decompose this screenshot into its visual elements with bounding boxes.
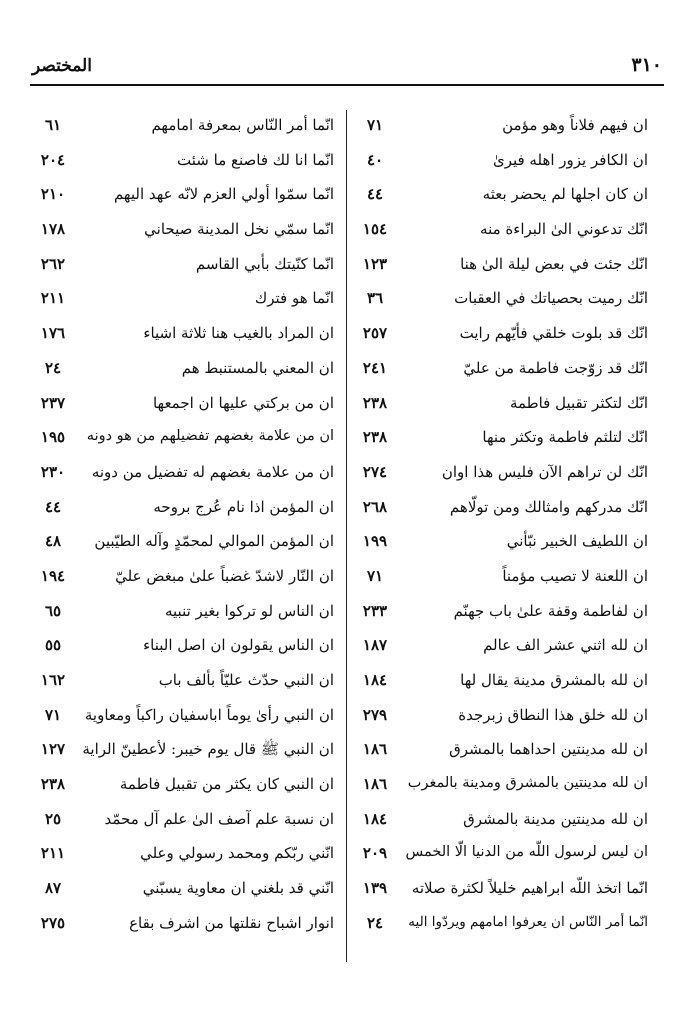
index-entry-text: ان النبي ﷺ قال يوم خيبر: لأعطينّ الراية [82,740,334,759]
index-entry [354,251,648,286]
index-entry-page-number: ١٩٩ [362,532,388,551]
index-entry-page-number: ٢٦٢ [40,254,66,273]
index-entry-page-number: ٦٥ [44,601,62,620]
index-entry-text: ان النّار لاشدّ غضباً علىٰ مبغض عليّ [115,566,334,585]
index-entry-text: ان الناس لو تركوا بغير تنبيه [164,601,334,620]
index-entry-text: ان كان اجلها لم يحضر بعثه [482,185,648,204]
index-entry [354,840,648,875]
index-entry-page-number: ٧١ [366,116,384,134]
index-entry-page-number: ١٧٨ [40,220,66,239]
index-entry-text: ان الناس يقولون ان اصل البناء [143,636,334,655]
index-entry [30,702,334,737]
index-entry-text: ان النبي رأىٰ يوماً اباسفيان راكباً ومعاوية [84,705,334,724]
index-entry-page-number: ٢٠٩ [362,844,388,863]
index-entry [30,598,334,633]
index-entry-page-number: ١٩٤ [40,566,66,585]
index-entry-text: ان المؤمن اذا نام عُرج بروحه [153,497,334,516]
index-entry-page-number: ٢٦٨ [362,497,388,516]
index-entry [354,598,648,633]
index-entry [354,632,648,667]
index-entry-text: انّما أمر النّاس بمعرفة امامهم [151,116,334,134]
index-entry-page-number: ١٢٧ [40,740,66,759]
index-entry-page-number: ٢٤ [366,913,384,932]
page-header [30,54,664,80]
index-entry-text: انّك قد بلوت خلقي فأيّهم رايت [459,324,648,343]
index-entry-page-number: ١٨٦ [362,775,388,794]
index-entry [30,736,334,771]
index-entry-text: انّما انا لك فاصنع ما شئت [177,150,334,169]
index-entry-text: ان النبي كان يكثر من تقبيل فاطمة [119,775,334,794]
index-entry [354,147,648,182]
index-entry-text: انّما أمر النّاس ان يعرفوا امامهم ويردّوا اليه [408,913,648,930]
index-entry-text: ان لفاطمة وقفة علىٰ باب جهنّم [453,601,648,620]
index-entry [354,285,648,320]
index-entry-page-number: ٢١١ [40,289,66,308]
index-entry-page-number: ٢٧٩ [362,705,388,724]
index-entry [30,563,334,598]
index-entry-text: انّك لتلثم فاطمة وتكثر منها [482,428,648,447]
index-entry-page-number: ٦١ [44,116,62,134]
index-entry [30,320,334,355]
index-entry [30,147,334,182]
index-entry-text: انّما كنّيتك بأبي القاسم [195,254,334,273]
index-entry-page-number: ٨٧ [44,879,62,898]
index-entry [354,702,648,737]
index-entry-text: انّما اتخذ اللّه ابراهيم خليلاً لكثرة صلاته [411,879,648,898]
index-entry-text: ان الكافر يزور اهله فيرىٰ [492,150,648,169]
index-entry-text: انّك تدعوني الىٰ البراءة منه [480,220,648,239]
header-rule [30,84,664,86]
index-entry-text: ان لله بالمشرق مدينة يقال لها [460,671,648,689]
index-entry-page-number: ٢٥٧ [362,324,388,343]
index-entry-page-number: ٢١٠ [40,185,66,204]
index-entry-text: انّك لن تراهم الآن فليس هذا اوان [441,462,648,481]
index-entry-page-number: ٢٣٣ [362,601,388,620]
index-entry-text: انّما هو فترك [254,289,334,308]
index-entry [354,112,648,147]
index-entry-page-number: ١٧٦ [40,324,66,343]
index-entry [30,494,334,529]
index-entry-page-number: ١٦٢ [40,671,66,689]
index-entry-text: انّك رميت بحصياتك في العقبات [454,289,648,308]
index-entry [354,667,648,702]
index-entry [354,390,648,425]
index-entry-text: انّني ربّكم ومحمد رسولي وعلي [140,844,334,863]
index-entry-page-number: ١٥٤ [362,220,388,239]
index-entry-page-number: ١٣٩ [362,879,388,898]
index-entry [30,285,334,320]
index-entry [354,528,648,563]
index-entry [354,320,648,355]
index-entry-text: انّك لتكثر تقبيل فاطمة [509,393,648,412]
index-entry [354,216,648,251]
index-entry-page-number: ٢٣٠ [40,462,66,481]
index-entry [354,424,648,459]
index-entry-page-number: ٢١١ [40,844,66,863]
index-entry-text: ان لله خلق هذا النطاق زبرجدة [458,705,648,724]
index-entry [30,528,334,563]
index-entry-page-number: ٤٤ [366,185,384,204]
index-entry-page-number: ٢٣٨ [362,428,388,447]
index-entry-text: ان المراد بالغيب هنا ثلاثة اشياء [143,324,334,343]
index-entry [30,910,334,945]
index-entry-text: انوار اشباح نقلتها من اشرف بقاع [129,913,334,932]
index-entry-text: انّني قد بلغني ان معاوية يسبّني [142,879,334,898]
index-entry-page-number: ٤٠ [366,150,384,169]
index-entry [30,390,334,425]
index-entry [30,840,334,875]
index-column-left [30,112,334,945]
index-entry-page-number: ٢٣٧ [40,393,66,412]
index-entry-text: ان اللطيف الخبير نبّأني [506,532,648,551]
index-entry [354,459,648,494]
index-entry-page-number: ٢٤ [44,358,62,377]
index-entry [30,251,334,286]
index-entry-page-number: ١٢٣ [362,254,388,273]
index-entry [354,806,648,841]
index-entry-text: انّما سمّي نخل المدينة صيحاني [144,220,334,239]
index-entry [30,459,334,494]
index-entry [354,494,648,529]
index-entry-page-number: ٧١ [366,566,384,585]
index-entry [354,736,648,771]
index-entry [30,112,334,147]
index-entry [30,875,334,910]
page-number: ٣١٠ [631,54,662,76]
running-title: المختصر [32,56,92,76]
index-entry-text: انّك قد زوّجت فاطمة من عليّ [463,358,648,377]
index-entry [354,181,648,216]
index-entry-text: ان لله مدينتين احداهما بالمشرق [449,740,648,759]
index-entry-text: ان ليس لرسول اللّه من الدنيا الّا الخمس [405,844,648,861]
index-entry [30,355,334,390]
index-entry-text: ان فيهم فلاناً وهو مؤمن [502,116,648,134]
index-entry-page-number: ٤٨ [44,532,62,551]
index-entry [354,563,648,598]
column-divider [346,110,347,962]
index-entry [354,875,648,910]
index-entry [354,771,648,806]
index-entry-text: انّك جئت في بعض ليلة الىٰ هنا [460,254,648,273]
index-entry-page-number: ١٨٧ [362,636,388,655]
index-entry-text: ان نسبة علم آصف الىٰ علم آل محمّد [104,809,334,828]
index-entry-text: ان المؤمن الموالي لمحمّدٍ وآله الطيّبين [94,532,334,551]
index-entry-page-number: ١٨٤ [362,809,388,828]
index-entry-page-number: ٢٧٤ [362,462,388,481]
index-entry-page-number: ٥٥ [44,636,62,655]
index-entry [30,806,334,841]
index-entry [354,355,648,390]
index-entry-page-number: ٢٣٨ [40,775,66,794]
index-entry-page-number: ٤٤ [44,497,62,516]
index-column-right [354,112,648,945]
index-entry-text: ان لله اثني عشر الف عالم [483,636,648,655]
index-entry [30,771,334,806]
index-entry [30,216,334,251]
index-entry-page-number: ٢٧٥ [40,913,66,932]
index-entry-page-number: ٢٣٨ [362,393,388,412]
index-entry-text: ان من علامة بغضهم تفضيلهم من هو دونه [86,428,334,445]
index-entry-text: انّما سمّوا أولي العزم لانّه عهد اليهم [113,185,334,204]
index-entry [30,181,334,216]
index-entry-page-number: ١٨٦ [362,740,388,759]
index-entry-page-number: ٢٥ [44,809,62,828]
index-entry-text: ان النبي حدّث عليّاً بألف باب [158,671,334,689]
index-entry-page-number: ٧١ [44,705,62,724]
index-entry-page-number: ١٩٥ [40,428,66,447]
index-entry [30,424,334,459]
index-entry-text: ان من علامة بغضهم له تفضيل من دونه [91,462,334,481]
index-entry-page-number: ١٨٤ [362,671,388,689]
index-entry [30,632,334,667]
index-entry [354,910,648,945]
index-entry-page-number: ٢٤١ [362,358,388,377]
index-entry-text: ان المعني بالمستنبط هم [181,358,334,377]
index-entry-text: ان من بركتي عليها ان اجمعها [152,393,334,412]
index-entry [30,667,334,702]
index-entry-page-number: ٣٦ [366,289,384,308]
index-entry-text: ان لله مدينتين بالمشرق ومدينة بالمغرب [407,775,648,792]
index-entry-text: ان لله مدينتين مدينة بالمشرق [463,809,648,828]
index-entry-page-number: ٢٠٤ [40,150,66,169]
index-entry-text: انّك مدركهم وامثالك ومن تولّاهم [449,497,648,516]
index-entry-text: ان اللعنة لا تصيب مؤمناً [502,566,648,585]
